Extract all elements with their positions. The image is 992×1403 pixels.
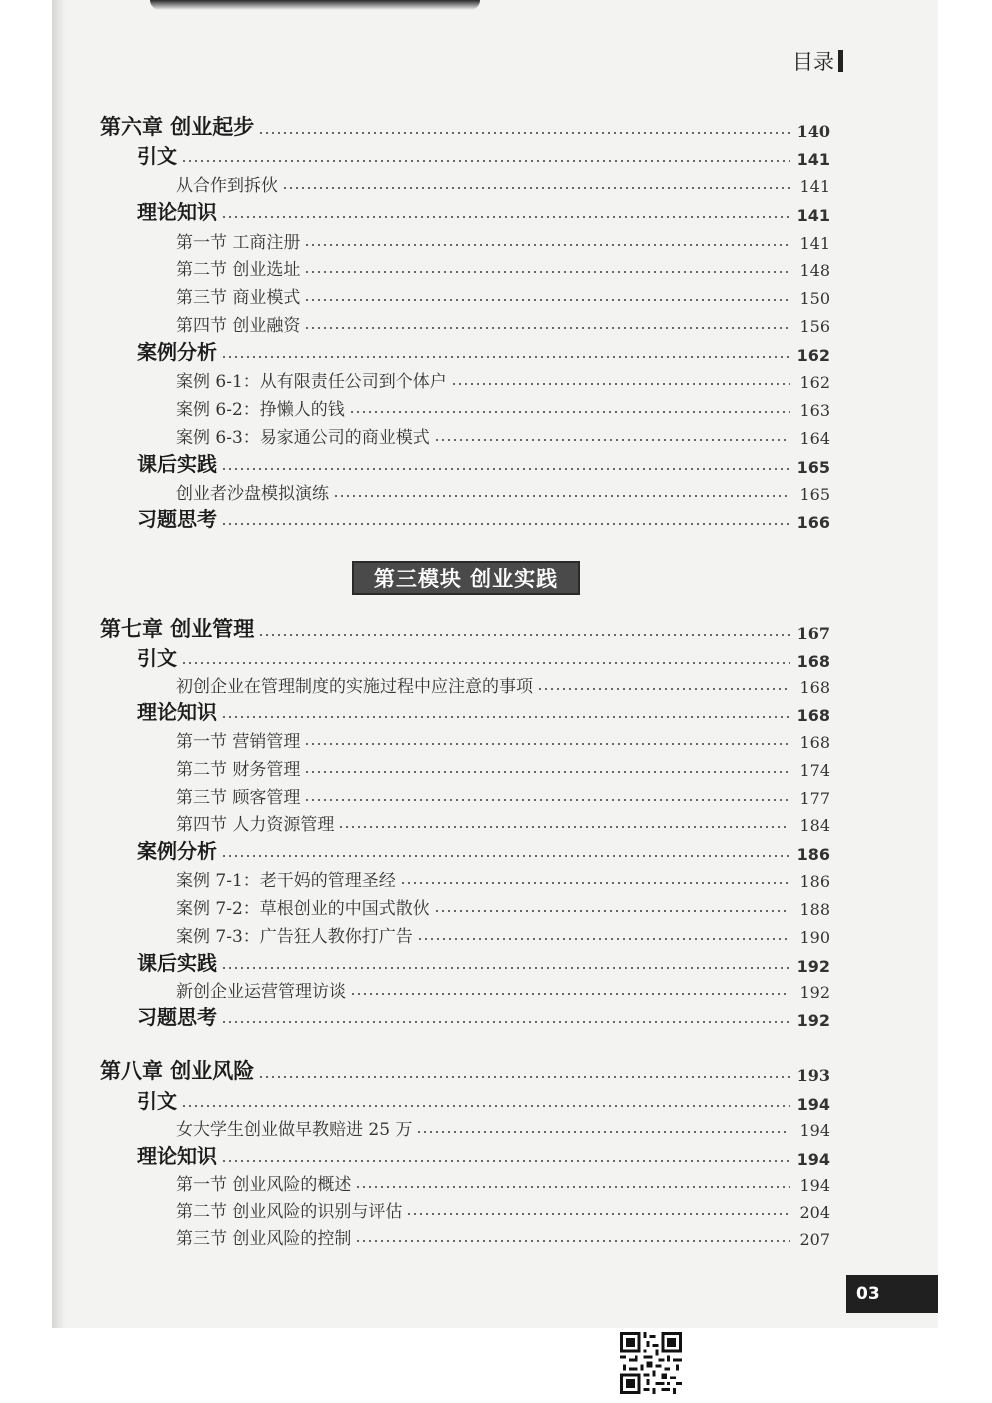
toc-entry[interactable] <box>176 893 830 919</box>
toc-entry-title: 案例分析 <box>137 340 217 364</box>
toc-entry-title: 第六章 创业起步 <box>100 114 255 139</box>
toc-entry-title: 习题思考 <box>137 1005 217 1029</box>
toc-entry-title: 第四节 创业融资 <box>176 316 301 336</box>
toc-leader-dots <box>282 187 790 189</box>
toc-entry[interactable] <box>100 1059 830 1085</box>
toc-entry[interactable] <box>176 976 830 1002</box>
toc-leader-dots <box>221 468 790 470</box>
toc-entry-page: 194 <box>799 1176 830 1195</box>
toc-entry-title: 案例 7-2：草根创业的中国式散伙 <box>176 899 430 919</box>
toc-entry-page: 186 <box>799 872 830 891</box>
toc-entry-title: 案例 7-1：老干妈的管理圣经 <box>176 871 396 891</box>
toc-entry-page: 167 <box>796 624 830 643</box>
toc-entry[interactable] <box>100 115 830 141</box>
toc-entry-page: 194 <box>799 1121 830 1140</box>
toc-leader-dots <box>338 826 790 828</box>
qr-code-icon <box>620 1332 682 1394</box>
toc-entry[interactable] <box>137 451 830 477</box>
toc-entry[interactable] <box>137 199 830 225</box>
toc-entry-title: 第三节 商业模式 <box>176 288 301 308</box>
toc-entry-page: 165 <box>799 485 830 504</box>
toc-leader-dots <box>221 216 790 218</box>
toc-entry[interactable] <box>176 754 830 780</box>
toc-entry-page: 186 <box>796 845 830 864</box>
toc-entry-title: 课后实践 <box>137 951 217 975</box>
toc-entry-page: 174 <box>799 761 830 780</box>
toc-entry-title: 第二节 创业风险的识别与评估 <box>176 1202 403 1222</box>
toc-entry[interactable] <box>176 865 830 891</box>
toc-leader-dots <box>417 938 790 940</box>
toc-entry[interactable] <box>176 310 830 336</box>
toc-entry[interactable] <box>137 699 830 725</box>
toc-entry-page: 177 <box>799 789 830 808</box>
toc-entry[interactable] <box>176 1223 830 1249</box>
toc-entry-page: 207 <box>799 1230 830 1249</box>
binding-shadow <box>52 0 66 1328</box>
toc-entry-page: 188 <box>799 900 830 919</box>
toc-entry-page: 168 <box>799 678 830 697</box>
toc-entry-page: 156 <box>799 317 830 336</box>
toc-entry-title: 案例分析 <box>137 839 217 863</box>
toc-entry-page: 192 <box>796 957 830 976</box>
toc-entry-title: 理论知识 <box>137 1144 217 1168</box>
toc-entry[interactable] <box>176 921 830 947</box>
toc-entry[interactable] <box>176 422 830 448</box>
toc-entry[interactable] <box>137 838 830 864</box>
toc-entry-title: 案例 6-1：从有限责任公司到个体户 <box>176 372 447 392</box>
toc-leader-dots <box>350 993 790 995</box>
toc-entry-title: 课后实践 <box>137 452 217 476</box>
toc-leader-dots <box>355 1240 790 1242</box>
toc-entry-title: 引文 <box>137 144 177 168</box>
toc-entry[interactable] <box>137 1143 830 1169</box>
toc-entry[interactable] <box>176 394 830 420</box>
toc-leader-dots <box>258 1076 790 1078</box>
toc-entry[interactable] <box>137 950 830 976</box>
page-number: 03 <box>846 1275 938 1313</box>
toc-leader-dots <box>416 1131 790 1133</box>
toc-entry-page: 194 <box>796 1150 830 1169</box>
toc-entry-title: 女大学生创业做早教赔进 25 万 <box>176 1120 413 1140</box>
toc-entry-title: 第四节 人力资源管理 <box>176 815 335 835</box>
toc-leader-dots <box>434 910 790 912</box>
toc-entry-page: 192 <box>796 1011 830 1030</box>
toc-entry-title: 第三节 创业风险的控制 <box>176 1229 352 1249</box>
toc-leader-dots <box>304 743 790 745</box>
toc-entry-title: 理论知识 <box>137 200 217 224</box>
toc-entry-page: 166 <box>796 513 830 532</box>
toc-entry-page: 141 <box>799 177 830 196</box>
toc-entry-title: 新创企业运营管理访谈 <box>176 982 346 1002</box>
toc-entry[interactable] <box>176 1169 830 1195</box>
toc-leader-dots <box>221 1160 790 1162</box>
toc-entry-title: 引文 <box>137 646 177 670</box>
toc-leader-dots <box>221 356 790 358</box>
toc-leader-dots <box>221 523 790 525</box>
toc-entry-title: 从合作到拆伙 <box>176 176 278 196</box>
toc-entry[interactable] <box>137 143 830 169</box>
toc-entry-page: 162 <box>796 346 830 365</box>
toc-leader-dots <box>304 771 790 773</box>
toc-leader-dots <box>451 383 790 385</box>
toc-entry-page: 193 <box>796 1066 830 1085</box>
toc-leader-dots <box>221 967 790 969</box>
toc-leader-dots <box>349 411 790 413</box>
toc-entry[interactable] <box>176 366 830 392</box>
toc-leader-dots <box>304 299 790 301</box>
toc-entry-page: 141 <box>796 150 830 169</box>
toc-entry-page: 165 <box>796 458 830 477</box>
toc-entry-page: 140 <box>796 122 830 141</box>
toc-entry-title: 第八章 创业风险 <box>100 1058 255 1083</box>
toc-entry-page: 204 <box>799 1203 830 1222</box>
toc-entry[interactable] <box>176 809 830 835</box>
toc-entry[interactable] <box>137 645 830 671</box>
toc-entry[interactable] <box>137 1004 830 1030</box>
toc-entry[interactable] <box>176 1196 830 1222</box>
toc-entry-page: 168 <box>799 733 830 752</box>
toc-entry[interactable] <box>176 671 830 697</box>
toc-entry-page: 162 <box>799 373 830 392</box>
toc-entry-page: 163 <box>799 401 830 420</box>
toc-leader-dots <box>221 716 790 718</box>
toc-entry-title: 第一节 创业风险的概述 <box>176 1175 352 1195</box>
toc-entry-page: 168 <box>796 652 830 671</box>
toc-leader-dots <box>434 439 790 441</box>
toc-entry[interactable] <box>176 227 830 253</box>
toc-entry-page: 184 <box>799 816 830 835</box>
toc-leader-dots <box>304 271 790 273</box>
toc-leader-dots <box>221 855 790 857</box>
toc-entry[interactable] <box>137 1088 830 1114</box>
toc-entry-page: 194 <box>796 1095 830 1114</box>
module-title: 第三模块 创业实践 <box>352 561 580 595</box>
toc-entry-page: 141 <box>796 206 830 225</box>
toc-entry-title: 第三节 顾客管理 <box>176 788 301 808</box>
toc-leader-dots <box>258 132 790 134</box>
toc-leader-dots <box>304 327 790 329</box>
toc-entry-page: 190 <box>799 928 830 947</box>
toc-leader-dots <box>181 662 790 664</box>
toc-entry-title: 案例 6-3：易家通公司的商业模式 <box>176 428 430 448</box>
toc-entry-title: 引文 <box>137 1089 177 1113</box>
toc-leader-dots <box>221 1021 790 1023</box>
toc-entry-title: 第一节 营销管理 <box>176 732 301 752</box>
toc-leader-dots <box>304 799 790 801</box>
toc-leader-dots <box>181 1105 790 1107</box>
toc-entry[interactable] <box>100 617 830 643</box>
toc-entry-title: 初创企业在管理制度的实施过程中应注意的事项 <box>176 677 533 697</box>
toc-entry[interactable] <box>137 506 830 532</box>
toc-leader-dots <box>537 688 790 690</box>
toc-leader-dots <box>304 244 790 246</box>
section-header: 目录 <box>792 50 834 74</box>
toc-entry-title: 创业者沙盘模拟演练 <box>176 484 329 504</box>
toc-entry-page: 150 <box>799 289 830 308</box>
toc-entry-page: 168 <box>796 706 830 725</box>
toc-entry[interactable] <box>176 726 830 752</box>
toc-leader-dots <box>400 882 790 884</box>
toc-entry[interactable] <box>176 170 830 196</box>
toc-entry-title: 习题思考 <box>137 507 217 531</box>
toc-leader-dots <box>181 160 790 162</box>
toc-leader-dots <box>258 634 790 636</box>
header-marker <box>838 50 843 72</box>
toc-entry-title: 第一节 工商注册 <box>176 233 301 253</box>
toc-entry[interactable] <box>176 254 830 280</box>
toc-entry-page: 148 <box>799 261 830 280</box>
toc-entry-page: 141 <box>799 234 830 253</box>
toc-entry-title: 案例 6-2：挣懒人的钱 <box>176 400 345 420</box>
toc-entry[interactable] <box>176 478 830 504</box>
toc-entry[interactable] <box>176 1114 830 1140</box>
toc-entry-title: 第七章 创业管理 <box>100 616 255 641</box>
scan-shadow <box>150 0 480 10</box>
toc-entry-page: 164 <box>799 429 830 448</box>
toc-entry[interactable] <box>176 782 830 808</box>
toc-entry-page: 192 <box>799 983 830 1002</box>
toc-entry-title: 理论知识 <box>137 700 217 724</box>
toc-leader-dots <box>355 1186 790 1188</box>
toc-leader-dots <box>333 495 790 497</box>
toc-leader-dots <box>406 1213 790 1215</box>
toc-entry-title: 案例 7-3：广告狂人教你打广告 <box>176 927 413 947</box>
toc-entry[interactable] <box>137 339 830 365</box>
toc-entry-title: 第二节 财务管理 <box>176 760 301 780</box>
toc-entry-title: 第二节 创业选址 <box>176 260 301 280</box>
toc-entry[interactable] <box>176 282 830 308</box>
